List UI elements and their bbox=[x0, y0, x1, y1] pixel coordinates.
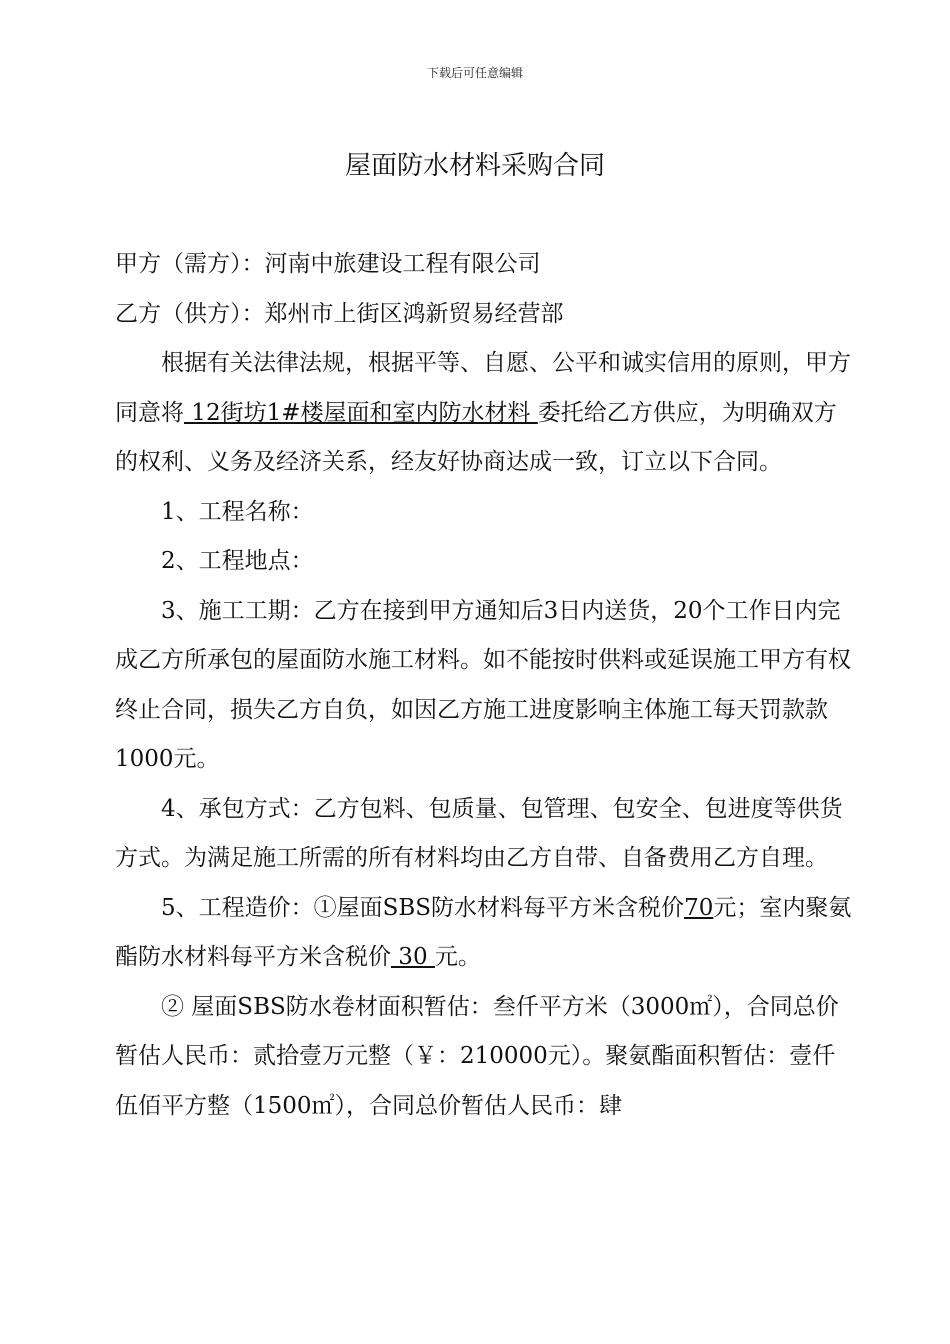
contract-body bbox=[115, 240, 855, 1131]
page-header: 下载后可任意编辑 bbox=[426, 66, 523, 80]
intro-text-after: 委托给乙方供应，为明确双方的权利、义务及经济关系，经友好协商达成一致，订立以下合同。 bbox=[115, 399, 837, 475]
clause-5-text-middle: 元；室内聚氨酯防水材料每平方米含税价 bbox=[115, 894, 852, 970]
intro-paragraph bbox=[115, 339, 855, 488]
intro-text-before: 根据有关法律法规，根据平等、自愿、公平和诚实信用的原则，甲方同意将 bbox=[115, 350, 851, 426]
party-a: 甲方（需方）：河南中旅建设工程有限公司 bbox=[115, 251, 541, 277]
party-b: 乙方（供方）：郑州市上街区鸿新贸易经营部 bbox=[115, 300, 564, 327]
clause-1: 1、工程名称： bbox=[161, 498, 314, 525]
indoor-price: 30 bbox=[391, 944, 435, 970]
clause-5-text-before: 5、工程造价：①屋面SBS防水材料每平方米含税价 bbox=[161, 894, 685, 921]
clause-5-estimate: ② 屋面SBS防水卷材面积暂估：叁仟平方米（3000㎡），合同总价暂估人民币：贰拾壹万元整（￥：210000元）。聚氨酯面积暂估：壹仟伍佰平方整（1500㎡），合同总价暂估人民币：肆 bbox=[115, 993, 839, 1119]
clause-2: 2、工程地点： bbox=[161, 548, 314, 574]
roof-price: 70 bbox=[684, 894, 714, 921]
clause-5 bbox=[115, 884, 855, 983]
clause-3: 3、施工工期：乙方在接到甲方通知后3日内送货，20个工作日内完成乙方所承包的屋面防水施工材料。如不能按时供料或延误施工甲方有权终止合同，损失乙方自负，如因乙方施工进度影响主体施工每天罚款款1000元。 bbox=[115, 597, 851, 772]
intro-project-scope: 12街坊1#楼屋面和室内防水材料 bbox=[184, 399, 538, 426]
clause-5-text-after: 元。 bbox=[434, 944, 481, 970]
clause-4: 4、承包方式：乙方包料、包质量、包管理、包安全、包进度等供货方式。为满足施工所需的所有材料均由乙方自带、自备费用乙方自理。 bbox=[115, 795, 843, 871]
document-title: 屋面防水材料采购合同 bbox=[344, 151, 605, 181]
